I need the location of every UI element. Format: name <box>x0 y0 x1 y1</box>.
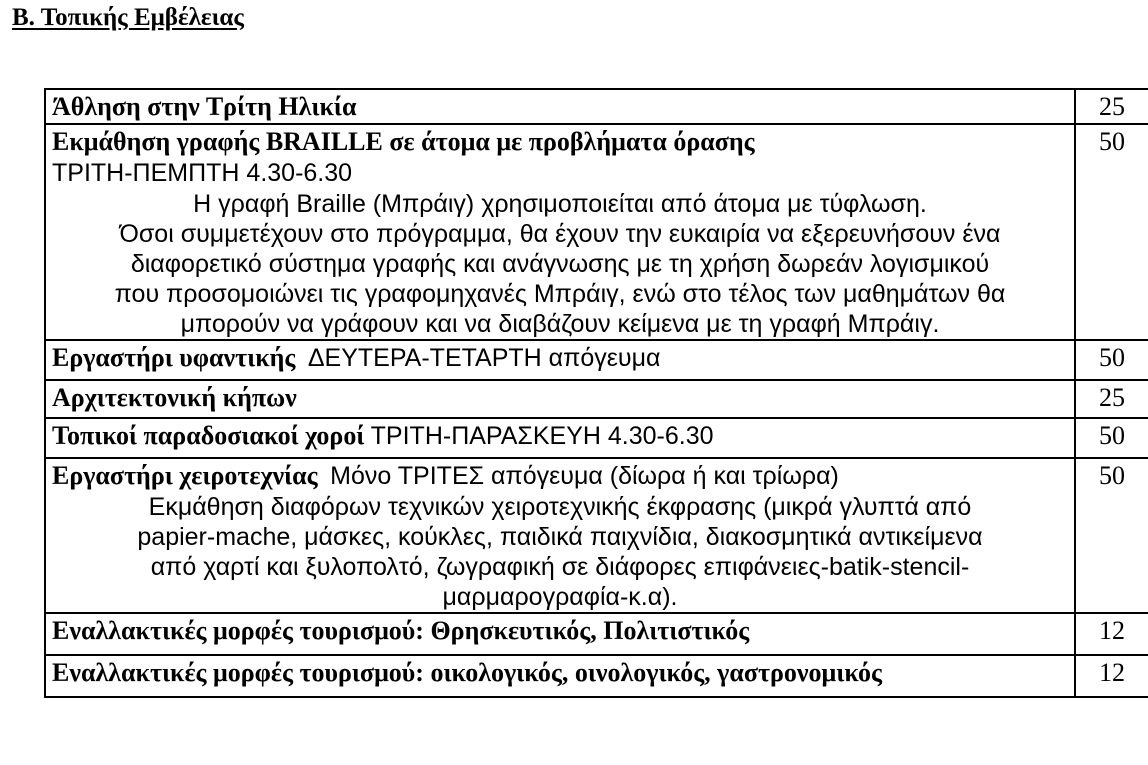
description-line: που προσομοιώνει τις γραφομηχανές Μπράιγ, ενώ στο τέλος των μαθημάτων θα <box>114 280 1006 308</box>
program-hours: 50 <box>1075 458 1148 613</box>
description-line: από χαρτί και ξυλοπολτό, ζωγραφική σε διάφορες επιφάνειες-batik-stencil- <box>150 553 970 581</box>
program-cell <box>45 613 1075 655</box>
program-schedule: ΤΡΙΤΗ-ΠΑΡΑΣΚΕΥΗ 4.30-6.30 <box>370 422 714 450</box>
program-schedule: ΤΡΙΤΗ-ΠΕΜΠΤΗ 4.30-6.30 <box>52 159 353 187</box>
table-row <box>45 458 1148 613</box>
program-hours: 25 <box>1075 89 1148 124</box>
table-row <box>45 418 1148 458</box>
program-title: Τοπικοί παραδοσιακοί χοροί <box>52 421 365 450</box>
table-row <box>45 89 1148 124</box>
program-description <box>52 189 1068 339</box>
program-hours: 50 <box>1075 418 1148 458</box>
program-hours: 50 <box>1075 124 1148 340</box>
program-title: Αρχιτεκτονική κήπων <box>52 383 297 412</box>
program-description <box>52 492 1068 612</box>
program-hours: 50 <box>1075 340 1148 380</box>
program-title: Εναλλακτικές μορφές τουρισμού: οικολογικός, οινολογικός, γαστρονομικός <box>52 658 882 687</box>
program-schedule: Μόνο ΤΡΙΤΕΣ απόγευμα (δίωρα ή και τρίωρα) <box>330 462 839 490</box>
program-hours: 12 <box>1075 655 1148 697</box>
table-row <box>45 340 1148 380</box>
description-line: Η γραφή Braille (Μπράιγ) χρησιμοποιείται από άτομα με τύφλωση. <box>193 190 927 218</box>
program-hours: 12 <box>1075 613 1148 655</box>
program-title: Εκμάθηση γραφής BRAILLE σε άτομα με προβλήματα όρασης <box>52 127 755 156</box>
program-title: Εργαστήρι υφαντικής <box>52 343 296 372</box>
program-title: Άθληση στην Τρίτη Ηλικία <box>52 92 357 121</box>
program-cell <box>45 655 1075 697</box>
program-cell <box>45 340 1075 380</box>
description-line: Όσοι συμμετέχουν στο πρόγραμμα, θα έχουν την ευκαιρία να εξερευνήσουν ένα <box>119 220 1001 248</box>
table-row <box>45 613 1148 655</box>
program-cell <box>45 380 1075 418</box>
program-cell <box>45 458 1075 613</box>
program-title: Εναλλακτικές μορφές τουρισμού: Θρησκευτικός, Πολιτιστικός <box>52 616 750 645</box>
program-cell <box>45 124 1075 340</box>
table-row <box>45 380 1148 418</box>
description-line: papier-mache, μάσκες, κούκλες, παιδικά παιχνίδια, διακοσμητικά αντικείμενα <box>137 523 983 551</box>
program-cell <box>45 418 1075 458</box>
description-line: μαρμαρογραφία-κ.α). <box>442 583 678 611</box>
description-line: διαφορετικό σύστημα γραφής και ανάγνωσης με τη χρήση δωρεάν λογισμικού <box>130 250 990 278</box>
program-cell <box>45 89 1075 124</box>
table-row <box>45 124 1148 340</box>
description-line: Εκμάθηση διαφόρων τεχνικών χειροτεχνικής έκφρασης (μικρά γλυπτά από <box>148 493 972 521</box>
table-row <box>45 655 1148 697</box>
program-title: Εργαστήρι χειροτεχνίας <box>52 461 318 490</box>
section-heading: Β. Τοπικής Εμβέλειας <box>12 4 244 31</box>
program-schedule: ΔΕΥΤΕΡΑ-ΤΕΤΑΡΤΗ απόγευμα <box>307 344 661 372</box>
programs-table <box>44 88 1148 698</box>
description-line: μπορούν να γράφουν και να διαβάζουν κείμενα με τη γραφή Μπράιγ. <box>180 310 940 338</box>
program-hours: 25 <box>1075 380 1148 418</box>
